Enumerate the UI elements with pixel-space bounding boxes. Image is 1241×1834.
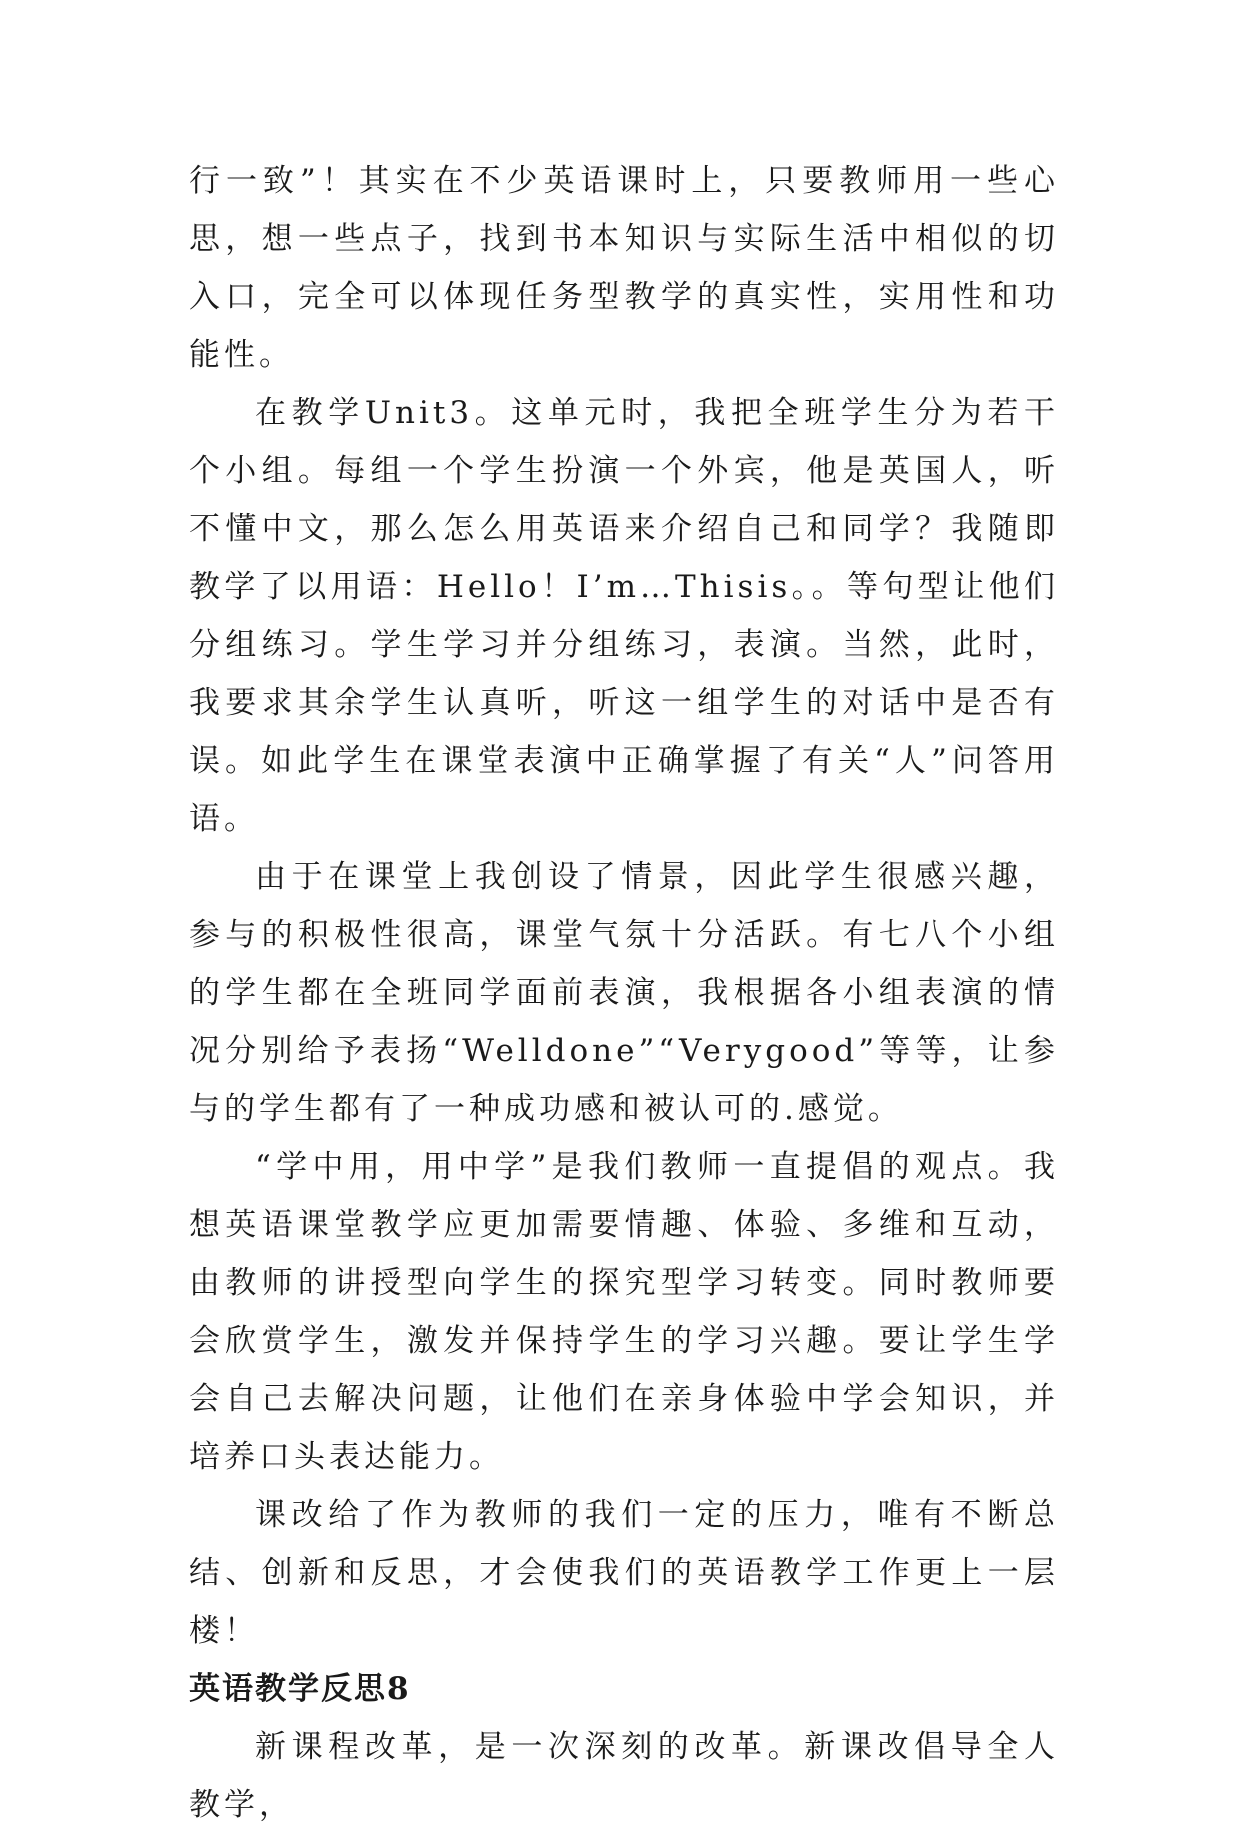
paragraph-reform-pressure: 课改给了作为教师的我们一定的压力，唯有不断总结、创新和反思，才会使我们的英语教学工作更上一层楼！: [189, 1497, 1059, 1649]
paragraph-classroom-scene: 由于在课堂上我创设了情景，因此学生很感兴趣，参与的积极性很高，课堂气氛十分活跃。有七八个小组的学生都在全班同学面前表演，我根据各小组表演的情况分别给予表扬“Welldone”“Verygood”等等，让参与的学生都有了一种成功感和被认可的.感觉。: [189, 859, 1059, 1127]
paragraph-learn-and-use: “学中用，用中学”是我们教师一直提倡的观点。我想英语课堂教学应更加需要情趣、体验、多维和互动，由教师的讲授型向学生的探究型学习转变。同时教师要会欣赏学生，激发并保持学生的学习兴趣。要让学生学会自己去解决问题，让他们在亲身体验中学会知识，并培养口头表达能力。: [189, 1149, 1059, 1475]
document-body: [189, 152, 1059, 1834]
paragraph-new-curriculum: 新课程改革，是一次深刻的改革。新课改倡导全人教学，: [189, 1729, 1059, 1823]
section-heading: 英语教学反思8: [189, 1671, 411, 1707]
paragraph-unit3: 在教学Unit3。这单元时，我把全班学生分为若干个小组。每组一个学生扮演一个外宾，他是英国人，听不懂中文，那么怎么用英语来介绍自己和同学？我随即教学了以用语：Hello！I’m…Thisis。。等句型让他们分组练习。学生学习并分组练习，表演。当然，此时，我要求其余学生认真听，听这一组学生的对话中是否有误。如此学生在课堂表演中正确掌握了有关“人”问答用语。: [189, 395, 1059, 837]
paragraph-continuation: 行一致”！其实在不少英语课时上，只要教师用一些心思，想一些点子，找到书本知识与实际生活中相似的切入口，完全可以体现任务型教学的真实性，实用性和功能性。: [189, 163, 1059, 373]
